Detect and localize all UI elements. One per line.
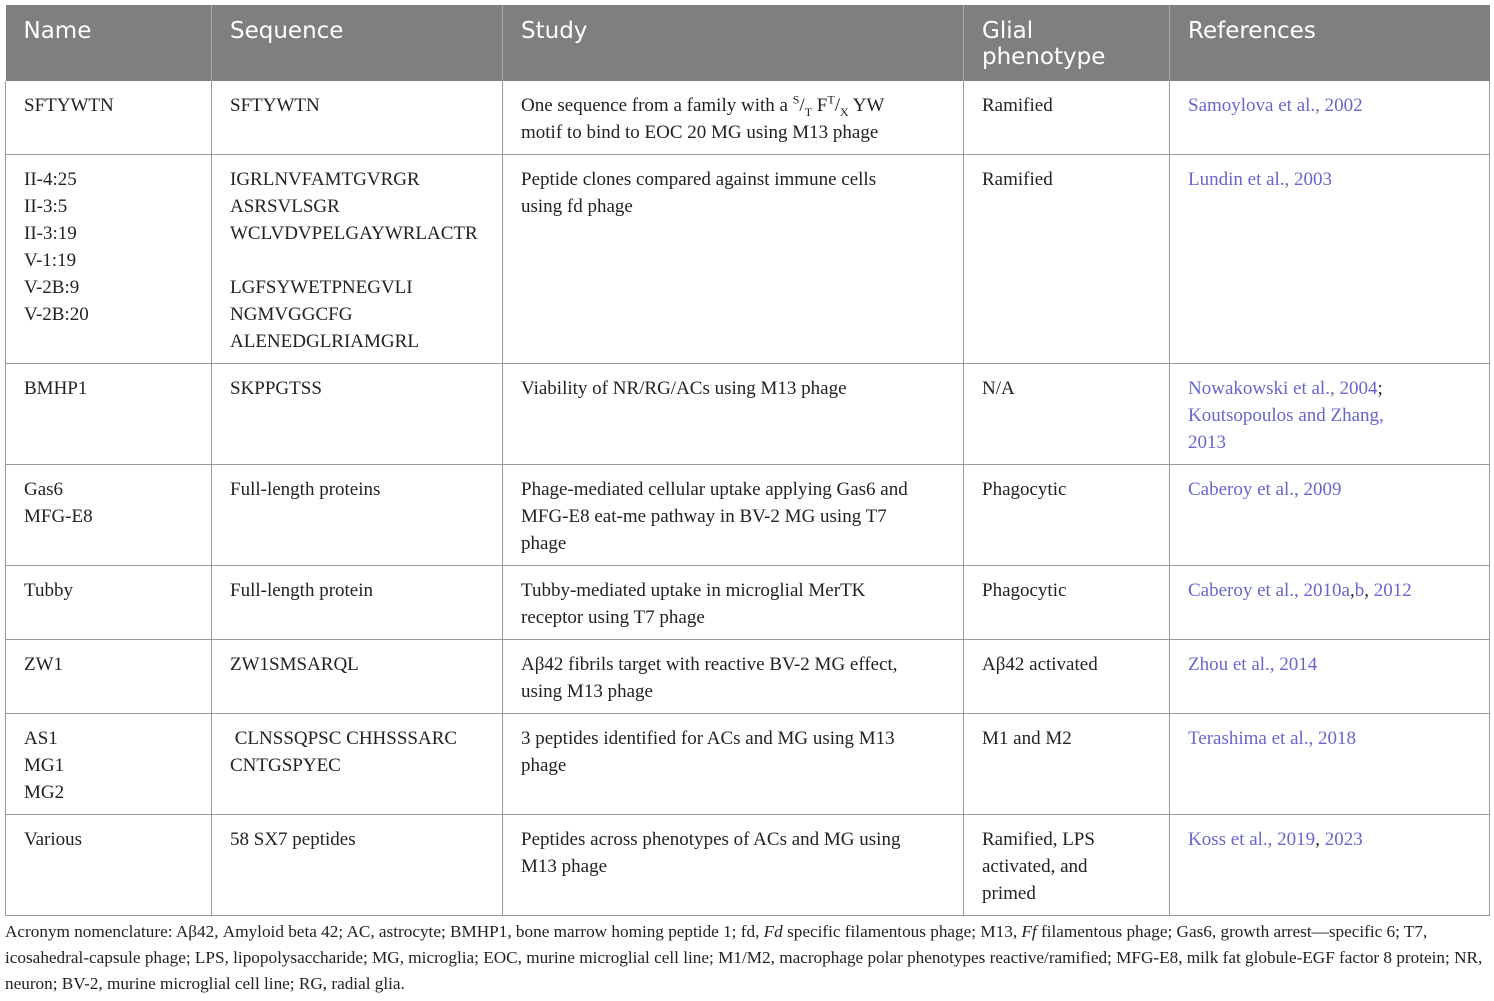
cell-name xyxy=(6,815,212,916)
study-line: Viability of NR/RG/ACs using M13 phage xyxy=(521,378,847,399)
cell-sequence xyxy=(212,155,503,364)
peptide-table xyxy=(5,5,1490,916)
cell-phenotype xyxy=(964,815,1170,916)
study-line: M13 phage xyxy=(521,856,608,877)
phenotype-line: primed xyxy=(982,883,1036,904)
cell-study xyxy=(503,81,964,155)
cell-name xyxy=(6,465,212,566)
study-line: using M13 phage xyxy=(521,681,653,702)
cell-references xyxy=(1170,465,1490,566)
motif-sub: T xyxy=(804,104,813,119)
study-line: Phage-mediated cellular uptake applying Gas6 and xyxy=(521,479,908,500)
table-row xyxy=(6,465,1490,566)
header-glial-line1: Glial xyxy=(982,18,1034,44)
reference-link[interactable]: Samoylova et al., 2002 xyxy=(1188,95,1363,116)
study-line: 3 peptides identified for ACs and MG using M13 xyxy=(521,728,895,749)
cell-study xyxy=(503,364,964,465)
study-line: MFG-E8 eat-me pathway in BV-2 MG using T7 xyxy=(521,506,887,527)
study-line: Peptide clones compared against immune cells xyxy=(521,169,877,190)
cell-references xyxy=(1170,815,1490,916)
phenotype-line: Ramified xyxy=(982,169,1053,190)
study-line: phage xyxy=(521,755,567,776)
cell-phenotype xyxy=(964,465,1170,566)
cell-references xyxy=(1170,714,1490,815)
study-line: Aβ42 fibrils target with reactive BV-2 MG effect, xyxy=(521,654,898,675)
study-line xyxy=(521,92,953,119)
reference-link[interactable]: b xyxy=(1354,580,1365,601)
reference-link[interactable]: 2013 xyxy=(1188,432,1226,453)
cell-sequence xyxy=(212,81,503,155)
name-line: II-4:25 xyxy=(24,169,77,190)
name-line: V-1:19 xyxy=(24,250,77,271)
reference-link[interactable]: Koss et al., 2019 xyxy=(1188,829,1316,850)
header-name: Name xyxy=(6,5,212,81)
sequence-line: 58 SX7 peptides xyxy=(230,829,356,850)
cell-sequence xyxy=(212,364,503,465)
phenotype-line: Ramified xyxy=(982,95,1053,116)
motif-sub: X xyxy=(839,104,849,119)
sequence-line: ALENEDGLRIAMGRL xyxy=(230,331,419,352)
reference-link[interactable]: Nowakowski et al., 2004 xyxy=(1188,378,1378,399)
footnote-text: filamentous phage; Gas6, growth arrest—specific 6; T7, icosahedral-capsule phage; LPS, lipopolysaccharide; MG, microglia; EOC, murine microglial cell line; M1/M2, macrophage polar phenotypes reactive/ramified; MFG-E8, milk fat globule-EGF factor 8 protein; NR, neuron; BV-2, murine microglial cell line; RG, radial glia. xyxy=(5,922,1483,993)
cell-references xyxy=(1170,566,1490,640)
study-line: using fd phage xyxy=(521,196,633,217)
cell-phenotype xyxy=(964,81,1170,155)
motif-f: F xyxy=(816,95,828,116)
phenotype-line: activated, and xyxy=(982,856,1088,877)
header-references: References xyxy=(1170,5,1490,81)
cell-study xyxy=(503,815,964,916)
phenotype-line: N/A xyxy=(982,378,1015,399)
name-line: AS1 xyxy=(24,728,58,749)
header-sequence: Sequence xyxy=(212,5,503,81)
table-row xyxy=(6,155,1490,364)
cell-name xyxy=(6,155,212,364)
cell-study xyxy=(503,714,964,815)
cell-study xyxy=(503,155,964,364)
table-row xyxy=(6,714,1490,815)
cell-study xyxy=(503,640,964,714)
footnote-italic: Fd xyxy=(763,922,783,941)
study-line: receptor using T7 phage xyxy=(521,607,705,628)
sequence-line: NGMVGGCFG xyxy=(230,304,353,325)
cell-name xyxy=(6,640,212,714)
footnote-text: specific filamentous phage; M13, xyxy=(782,922,1022,941)
motif-sup: T xyxy=(827,92,835,107)
table-row xyxy=(6,566,1490,640)
reference-line xyxy=(1188,577,1479,604)
reference-line xyxy=(1188,375,1479,402)
name-line: V-2B:9 xyxy=(24,277,80,298)
name-line: Gas6 xyxy=(24,479,64,500)
reference-separator: , xyxy=(1364,580,1374,601)
sequence-line: SKPPGTSS xyxy=(230,378,322,399)
name-line: Tubby xyxy=(24,580,73,601)
sequence-line: LGFSYWETPNEGVLI xyxy=(230,277,413,298)
study-text: One sequence from a family with a xyxy=(521,95,793,116)
name-line: II-3:5 xyxy=(24,196,68,217)
motif-yw: YW xyxy=(848,95,885,116)
table-header-row xyxy=(6,5,1490,81)
name-line: V-2B:20 xyxy=(24,304,89,325)
reference-link[interactable]: Caberoy et al., 2010a xyxy=(1188,580,1350,601)
footnote-italic: Ff xyxy=(1021,922,1037,941)
name-line: ZW1 xyxy=(24,654,64,675)
cell-name xyxy=(6,714,212,815)
cell-sequence xyxy=(212,640,503,714)
reference-link[interactable]: Koutsopoulos and Zhang, xyxy=(1188,405,1384,426)
phenotype-line: Ramified, LPS xyxy=(982,829,1095,850)
table-row xyxy=(6,640,1490,714)
cell-references xyxy=(1170,364,1490,465)
phenotype-line: M1 and M2 xyxy=(982,728,1072,749)
table-row xyxy=(6,81,1490,155)
table-footnote xyxy=(5,919,1489,997)
cell-references xyxy=(1170,640,1490,714)
study-line: Tubby-mediated uptake in microglial MerTK xyxy=(521,580,866,601)
sequence-line: IGRLNVFAMTGVRGR xyxy=(230,169,420,190)
name-line: MG2 xyxy=(24,782,65,803)
sequence-line: ZW1SMSARQL xyxy=(230,654,359,675)
sequence-line: Full-length protein xyxy=(230,580,374,601)
sequence-line: WCLVDVPELGAYWRLACTR xyxy=(230,223,478,244)
name-line: MFG-E8 xyxy=(24,506,93,527)
cell-phenotype xyxy=(964,155,1170,364)
header-glial-line2: phenotype xyxy=(982,44,1106,70)
cell-references xyxy=(1170,81,1490,155)
sequence-line: CNTGSPYEC xyxy=(230,755,341,776)
cell-study xyxy=(503,566,964,640)
cell-sequence xyxy=(212,714,503,815)
reference-line xyxy=(1188,826,1479,853)
cell-name xyxy=(6,81,212,155)
cell-references xyxy=(1170,155,1490,364)
cell-phenotype xyxy=(964,640,1170,714)
header-study: Study xyxy=(503,5,964,81)
sequence-line: Full-length proteins xyxy=(230,479,381,500)
cell-sequence xyxy=(212,566,503,640)
phenotype-line: Aβ42 activated xyxy=(982,654,1098,675)
cell-phenotype xyxy=(964,566,1170,640)
reference-link[interactable]: Lundin et al., 2003 xyxy=(1188,169,1333,190)
name-line: BMHP1 xyxy=(24,378,88,399)
reference-link[interactable]: 2023 xyxy=(1324,829,1363,850)
cell-phenotype xyxy=(964,364,1170,465)
name-line: SFTYWTN xyxy=(24,95,114,116)
reference-separator: , xyxy=(1315,829,1325,850)
reference-separator: , xyxy=(1349,580,1355,601)
reference-link[interactable]: Terashima et al., 2018 xyxy=(1188,728,1357,749)
table-row xyxy=(6,364,1490,465)
footnote-text: Acronym nomenclature: Aβ42, Amyloid beta 42; AC, astrocyte; BMHP1, bone marrow homing peptide 1; fd, xyxy=(5,922,764,941)
cell-phenotype xyxy=(964,714,1170,815)
motif-sup: S xyxy=(792,92,800,107)
name-line: MG1 xyxy=(24,755,65,776)
sequence-line: CLNSSQPSC CHHSSSARC xyxy=(230,728,458,749)
reference-separator: ; xyxy=(1377,378,1383,399)
cell-name xyxy=(6,364,212,465)
cell-study xyxy=(503,465,964,566)
name-line: II-3:19 xyxy=(24,223,77,244)
sequence-line: SFTYWTN xyxy=(230,95,320,116)
reference-link[interactable]: Caberoy et al., 2009 xyxy=(1188,479,1342,500)
motif-slash: / xyxy=(834,95,840,116)
table-row xyxy=(6,815,1490,916)
header-glial-phenotype xyxy=(964,5,1170,81)
sequence-gap xyxy=(230,247,492,274)
sequence-line: ASRSVLSGR xyxy=(230,196,340,217)
cell-sequence xyxy=(212,465,503,566)
study-line: phage xyxy=(521,533,567,554)
phenotype-line: Phagocytic xyxy=(982,580,1067,601)
phenotype-line: Phagocytic xyxy=(982,479,1067,500)
reference-link[interactable]: Zhou et al., 2014 xyxy=(1188,654,1318,675)
study-line: Peptides across phenotypes of ACs and MG using xyxy=(521,829,901,850)
name-line: Various xyxy=(24,829,83,850)
motif-slash: / xyxy=(799,95,805,116)
reference-link[interactable]: 2012 xyxy=(1373,580,1412,601)
cell-sequence xyxy=(212,815,503,916)
study-line: motif to bind to EOC 20 MG using M13 phage xyxy=(521,122,879,143)
cell-name xyxy=(6,566,212,640)
